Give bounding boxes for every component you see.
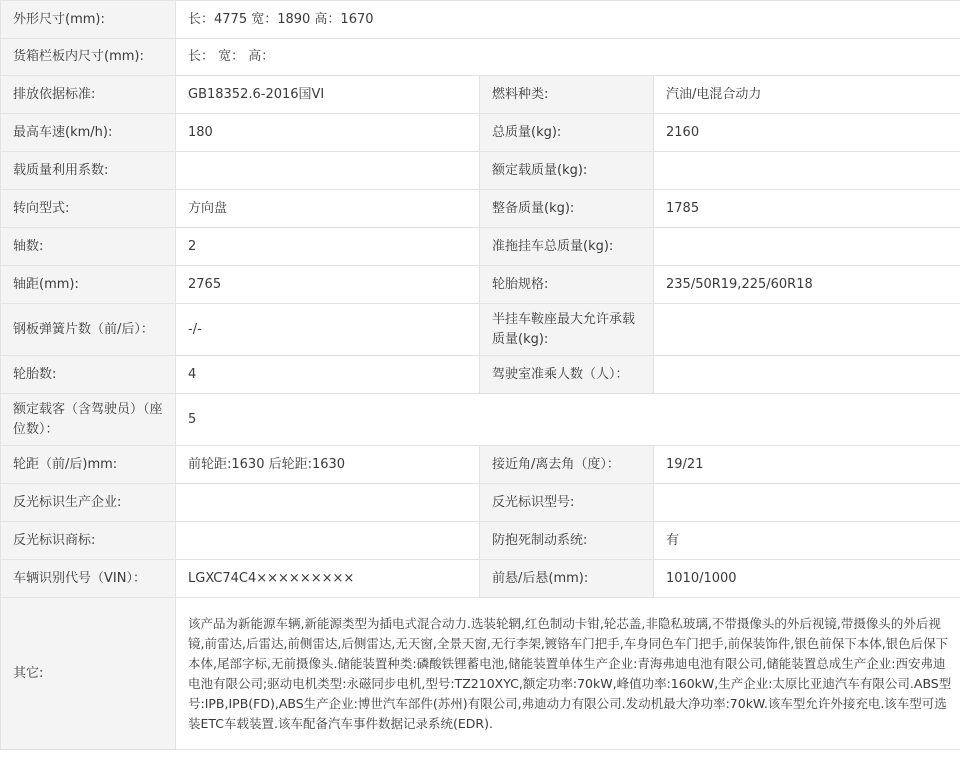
- reflector-maker-label: 反光标识生产企业:: [1, 484, 176, 522]
- reflector-brand-value: [176, 522, 480, 560]
- abs-label: 防抱死制动系统:: [480, 522, 654, 560]
- max-speed-label: 最高车速(km/h):: [1, 114, 176, 152]
- reflector-model-value: [654, 484, 960, 522]
- axles-value: 2: [176, 228, 480, 266]
- saddle-load-label: 半挂车鞍座最大允许承载质量(kg):: [480, 304, 654, 356]
- table-row: [1, 304, 960, 356]
- rated-load-label: 额定载质量(kg):: [480, 152, 654, 190]
- emission-label: 排放依据标准:: [1, 76, 176, 114]
- table-row: [1, 39, 960, 76]
- trailer-mass-value: [654, 228, 960, 266]
- load-factor-value: [176, 152, 480, 190]
- table-row: [1, 228, 960, 266]
- trailer-mass-label: 准拖挂车总质量(kg):: [480, 228, 654, 266]
- cab-seats-value: [654, 356, 960, 394]
- table-row: [1, 560, 960, 598]
- table-row: [1, 446, 960, 484]
- steering-value: 方向盘: [176, 190, 480, 228]
- leaf-springs-label: 钢板弹簧片数（前/后）：: [1, 304, 176, 356]
- load-factor-label: 载质量利用系数:: [1, 152, 176, 190]
- tire-spec-label: 轮胎规格:: [480, 266, 654, 304]
- vin-value: LGXC74C4×××××××××: [176, 560, 480, 598]
- table-row: [1, 484, 960, 522]
- abs-value: 有: [654, 522, 960, 560]
- rated-load-value: [654, 152, 960, 190]
- overhang-value: 1010/1000: [654, 560, 960, 598]
- fuel-type-value: 汽油/电混合动力: [654, 76, 960, 114]
- table-row: [1, 598, 960, 750]
- track-value: 前轮距:1630 后轮距:1630: [176, 446, 480, 484]
- passengers-label: 额定载客（含驾驶员）（座位数）：: [1, 394, 176, 446]
- reflector-brand-label: 反光标识商标:: [1, 522, 176, 560]
- overhang-label: 前悬/后悬(mm):: [480, 560, 654, 598]
- other-label: 其它:: [1, 598, 176, 750]
- passengers-value: 5: [176, 394, 960, 446]
- table-row: [1, 190, 960, 228]
- table-row: [1, 1, 960, 39]
- saddle-load-value: [654, 304, 960, 356]
- dimensions-value: 长：4775 宽：1890 高：1670: [176, 1, 960, 39]
- max-speed-value: 180: [176, 114, 480, 152]
- cargo-box-label: 货箱栏板内尺寸(mm):: [1, 39, 176, 76]
- curb-weight-label: 整备质量(kg):: [480, 190, 654, 228]
- table-row: [1, 114, 960, 152]
- wheelbase-label: 轴距(mm):: [1, 266, 176, 304]
- axles-label: 轴数:: [1, 228, 176, 266]
- cab-seats-label: 驾驶室准乘人数（人）：: [480, 356, 654, 394]
- tires-label: 轮胎数:: [1, 356, 176, 394]
- leaf-springs-value: -/-: [176, 304, 480, 356]
- fuel-type-label: 燃料种类:: [480, 76, 654, 114]
- total-mass-label: 总质量(kg):: [480, 114, 654, 152]
- cargo-box-value: 长： 宽： 高：: [176, 39, 960, 76]
- emission-value: GB18352.6-2016国VI: [176, 76, 480, 114]
- table-row: [1, 356, 960, 394]
- curb-weight-value: 1785: [654, 190, 960, 228]
- table-row: [1, 76, 960, 114]
- tire-spec-value: 235/50R19,225/60R18: [654, 266, 960, 304]
- dimensions-label: 外形尺寸(mm):: [1, 1, 176, 39]
- table-row: [1, 152, 960, 190]
- track-label: 轮距（前/后)mm:: [1, 446, 176, 484]
- approach-angle-label: 接近角/离去角（度）：: [480, 446, 654, 484]
- table-row: [1, 394, 960, 446]
- wheelbase-value: 2765: [176, 266, 480, 304]
- reflector-model-label: 反光标识型号:: [480, 484, 654, 522]
- table-row: [1, 522, 960, 560]
- steering-label: 转向型式:: [1, 190, 176, 228]
- vin-label: 车辆识别代号（VIN）：: [1, 560, 176, 598]
- total-mass-value: 2160: [654, 114, 960, 152]
- reflector-maker-value: [176, 484, 480, 522]
- table-row: [1, 266, 960, 304]
- approach-angle-value: 19/21: [654, 446, 960, 484]
- other-value: 该产品为新能源车辆,新能源类型为插电式混合动力.选装轮辋,红色制动卡钳,轮芯盖,非隐私玻璃,不带摄像头的外后视镜,带摄像头的外后视镜,前雷达,后雷达,前侧雷达,后侧雷达,无天窗,全景天窗,无行李架,镀铬车门把手,车身同色车门把手,前保装饰件,银色前保下本体,银色后保下本体,尾部字标,无前摄像头.储能装置种类:磷酸铁锂蓄电池,储能装置单体生产企业:青海弗迪电池有限公司,储能装置总成生产企业:西安弗迪电池有限公司;驱动电机类型:永磁同步电机,型号:TZ210XYC,额定功率:70kW,峰值功率:160kW,生产企业:太原比亚迪汽车有限公司.ABS型号:IPB,IPB(FD),ABS生产企业:博世汽车部件(苏州)有限公司,弗迪动力有限公司.发动机最大净功率:70kW.该车型允许外接充电.该车型可选装ETC车载装置.该车配备汽车事件数据记录系统(EDR).: [176, 598, 960, 750]
- tires-value: 4: [176, 356, 480, 394]
